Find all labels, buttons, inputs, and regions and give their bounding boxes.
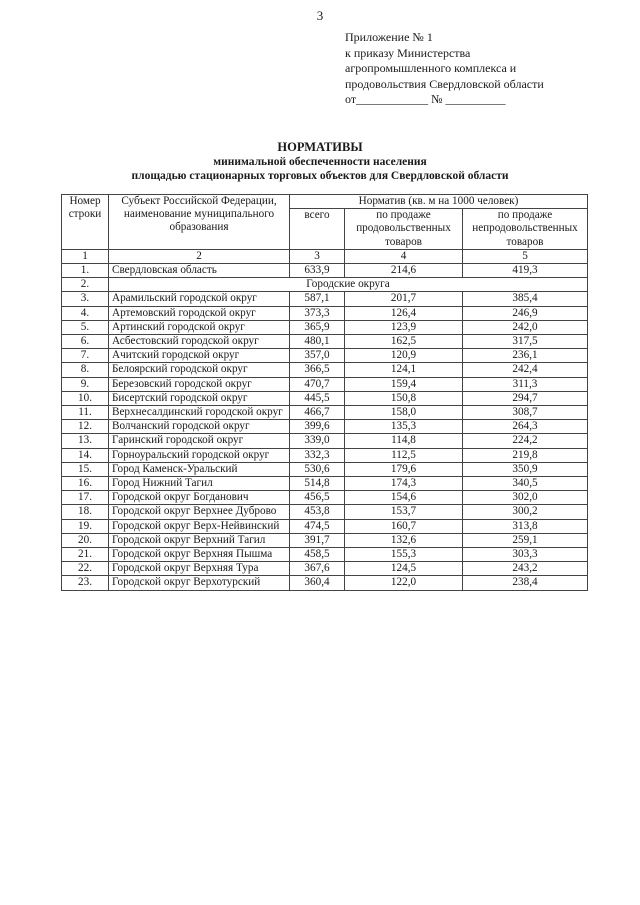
row-number: 12. xyxy=(62,420,109,434)
row-name: Городской округ Верхний Тагил xyxy=(109,533,290,547)
row-name: Арамильский городской округ xyxy=(109,292,290,306)
table-row xyxy=(62,335,588,349)
row-food: 159,4 xyxy=(345,377,463,391)
row-nonfood: 219,8 xyxy=(463,448,588,462)
row-nonfood: 246,9 xyxy=(463,306,588,320)
table-row xyxy=(62,505,588,519)
row-name: Верхнесалдинский городской округ xyxy=(109,406,290,420)
row-nonfood: 264,3 xyxy=(463,420,588,434)
table-row xyxy=(62,363,588,377)
row-number: 16. xyxy=(62,477,109,491)
row-number: 1. xyxy=(62,264,109,278)
annex-line: от____________ № __________ xyxy=(345,92,506,106)
row-food: 179,6 xyxy=(345,462,463,476)
norms-table xyxy=(61,194,588,591)
row-total: 339,0 xyxy=(290,434,345,448)
table-row xyxy=(62,391,588,405)
row-total: 456,5 xyxy=(290,491,345,505)
row-nonfood: 242,4 xyxy=(463,363,588,377)
row-number: 6. xyxy=(62,335,109,349)
row-nonfood: 259,1 xyxy=(463,533,588,547)
row-name: Гаринский городской округ xyxy=(109,434,290,448)
row-number: 18. xyxy=(62,505,109,519)
row-total: 480,1 xyxy=(290,335,345,349)
row-number: 20. xyxy=(62,533,109,547)
row-food: 162,5 xyxy=(345,335,463,349)
document-heading xyxy=(0,140,640,183)
row-nonfood: 313,8 xyxy=(463,519,588,533)
row-number: 21. xyxy=(62,548,109,562)
column-number: 2 xyxy=(109,249,290,263)
row-number: 9. xyxy=(62,377,109,391)
row-nonfood: 294,7 xyxy=(463,391,588,405)
document-subtitle: минимальной обеспеченности населения xyxy=(213,156,427,168)
row-food: 132,6 xyxy=(345,533,463,547)
row-food: 124,1 xyxy=(345,363,463,377)
row-name: Березовский городской округ xyxy=(109,377,290,391)
table-row xyxy=(62,406,588,420)
table-row xyxy=(62,548,588,562)
row-food: 112,5 xyxy=(345,448,463,462)
row-number: 11. xyxy=(62,406,109,420)
row-nonfood: 303,3 xyxy=(463,548,588,562)
row-total: 445,5 xyxy=(290,391,345,405)
table-row xyxy=(62,448,588,462)
row-name: Артинский городской округ xyxy=(109,320,290,334)
table-body xyxy=(62,292,588,590)
row-name: Городской округ Верхняя Пышма xyxy=(109,548,290,562)
row-total: 332,3 xyxy=(290,448,345,462)
row-name: Город Каменск-Уральский xyxy=(109,462,290,476)
column-number: 5 xyxy=(463,249,588,263)
column-number: 1 xyxy=(62,249,109,263)
header-nonfood: по продаже непродовольственных товаров xyxy=(463,209,588,250)
row-total: 466,7 xyxy=(290,406,345,420)
row-name: Асбестовский городской округ xyxy=(109,335,290,349)
column-numbers-row xyxy=(62,249,588,263)
row-total: 399,6 xyxy=(290,420,345,434)
table-row xyxy=(62,533,588,547)
row-nonfood: 317,5 xyxy=(463,335,588,349)
annex-line: к приказу Министерства xyxy=(345,45,471,60)
table-row xyxy=(62,576,588,590)
column-number: 4 xyxy=(345,249,463,263)
row-food: 201,7 xyxy=(345,292,463,306)
row-food: 160,7 xyxy=(345,519,463,533)
header-norm: Норматив (кв. м на 1000 человек) xyxy=(290,195,588,209)
row-nonfood: 224,2 xyxy=(463,434,588,448)
table-row xyxy=(62,477,588,491)
document-title: НОРМАТИВЫ xyxy=(277,140,363,154)
row-food: 155,3 xyxy=(345,548,463,562)
row-total: 587,1 xyxy=(290,292,345,306)
row-nonfood: 238,4 xyxy=(463,576,588,590)
table-row xyxy=(62,320,588,334)
row-food: 150,8 xyxy=(345,391,463,405)
row-number: 4. xyxy=(62,306,109,320)
header-food: по продаже продовольственных товаров xyxy=(345,209,463,250)
header-total: всего xyxy=(290,209,345,250)
row-number: 19. xyxy=(62,519,109,533)
row-number: 2. xyxy=(62,278,109,292)
row-number: 13. xyxy=(62,434,109,448)
row-total: 458,5 xyxy=(290,548,345,562)
row-name: Городской округ Верх-Нейвинский xyxy=(109,519,290,533)
row-food: 174,3 xyxy=(345,477,463,491)
table-row xyxy=(62,519,588,533)
header-subject: Субъект Российской Федерации, наименование муниципального образования xyxy=(109,195,290,250)
section-row xyxy=(62,278,588,292)
row-number: 7. xyxy=(62,349,109,363)
row-nonfood: 308,7 xyxy=(463,406,588,420)
row-name: Белоярский городской округ xyxy=(109,363,290,377)
header-row-number: Номер строки xyxy=(62,195,109,250)
row-nonfood: 236,1 xyxy=(463,349,588,363)
row-number: 14. xyxy=(62,448,109,462)
row-nonfood: 340,5 xyxy=(463,477,588,491)
section-label: Городские округа xyxy=(109,278,588,292)
row-name: Городской округ Верхнее Дуброво xyxy=(109,505,290,519)
table-row xyxy=(62,462,588,476)
row-name: Артемовский городской округ xyxy=(109,306,290,320)
document-subtitle: площадью стационарных торговых объектов для Свердловской области xyxy=(131,170,509,182)
row-food: 120,9 xyxy=(345,349,463,363)
row-total: 470,7 xyxy=(290,377,345,391)
row-total: 366,5 xyxy=(290,363,345,377)
row-name: Городской округ Верхотурский xyxy=(109,576,290,590)
table-row xyxy=(62,420,588,434)
row-total: 514,8 xyxy=(290,477,345,491)
row-name: Город Нижний Тагил xyxy=(109,477,290,491)
row-total: 633,9 xyxy=(290,264,345,278)
table-row xyxy=(62,434,588,448)
row-number: 23. xyxy=(62,576,109,590)
table-row xyxy=(62,491,588,505)
table-row xyxy=(62,306,588,320)
row-name: Горноуральский городской округ xyxy=(109,448,290,462)
row-food: 126,4 xyxy=(345,306,463,320)
annex-line: Приложение № 1 xyxy=(345,30,433,44)
row-number: 5. xyxy=(62,320,109,334)
row-nonfood: 311,3 xyxy=(463,377,588,391)
row-total: 453,8 xyxy=(290,505,345,519)
page-number: 3 xyxy=(316,8,324,23)
row-food: 158,0 xyxy=(345,406,463,420)
row-food: 135,3 xyxy=(345,420,463,434)
row-food: 124,5 xyxy=(345,562,463,576)
row-total: 360,4 xyxy=(290,576,345,590)
row-total: 367,6 xyxy=(290,562,345,576)
table-row xyxy=(62,349,588,363)
row-total: 530,6 xyxy=(290,462,345,476)
annex-line: агропромышленного комплекса и xyxy=(345,61,517,75)
annex-line: продовольствия Свердловской области xyxy=(345,76,544,91)
row-number: 3. xyxy=(62,292,109,306)
row-total: 365,9 xyxy=(290,320,345,334)
row-total: 357,0 xyxy=(290,349,345,363)
row-nonfood: 242,0 xyxy=(463,320,588,334)
row-name: Городской округ Верхняя Тура xyxy=(109,562,290,576)
row-name: Свердловская область xyxy=(109,264,290,278)
row-food: 214,6 xyxy=(345,264,463,278)
row-nonfood: 419,3 xyxy=(463,264,588,278)
row-name: Бисертский городской округ xyxy=(109,391,290,405)
table-row xyxy=(62,562,588,576)
row-name: Ачитский городской округ xyxy=(109,349,290,363)
table-row xyxy=(62,292,588,306)
row-name: Волчанский городской округ xyxy=(109,420,290,434)
row-nonfood: 302,0 xyxy=(463,491,588,505)
row-number: 17. xyxy=(62,491,109,505)
row-number: 8. xyxy=(62,363,109,377)
row-total: 474,5 xyxy=(290,519,345,533)
table-header-row xyxy=(62,195,588,209)
annex-block xyxy=(345,30,625,108)
row-nonfood: 243,2 xyxy=(463,562,588,576)
row-total: 373,3 xyxy=(290,306,345,320)
row-food: 154,6 xyxy=(345,491,463,505)
row-name: Городской округ Богданович xyxy=(109,491,290,505)
row-number: 15. xyxy=(62,462,109,476)
row-nonfood: 385,4 xyxy=(463,292,588,306)
row-food: 122,0 xyxy=(345,576,463,590)
row-food: 114,8 xyxy=(345,434,463,448)
row-total: 391,7 xyxy=(290,533,345,547)
row-number: 10. xyxy=(62,391,109,405)
table-row xyxy=(62,264,588,278)
table-row xyxy=(62,377,588,391)
column-number: 3 xyxy=(290,249,345,263)
row-nonfood: 350,9 xyxy=(463,462,588,476)
row-number: 22. xyxy=(62,562,109,576)
row-food: 123,9 xyxy=(345,320,463,334)
row-nonfood: 300,2 xyxy=(463,505,588,519)
row-food: 153,7 xyxy=(345,505,463,519)
